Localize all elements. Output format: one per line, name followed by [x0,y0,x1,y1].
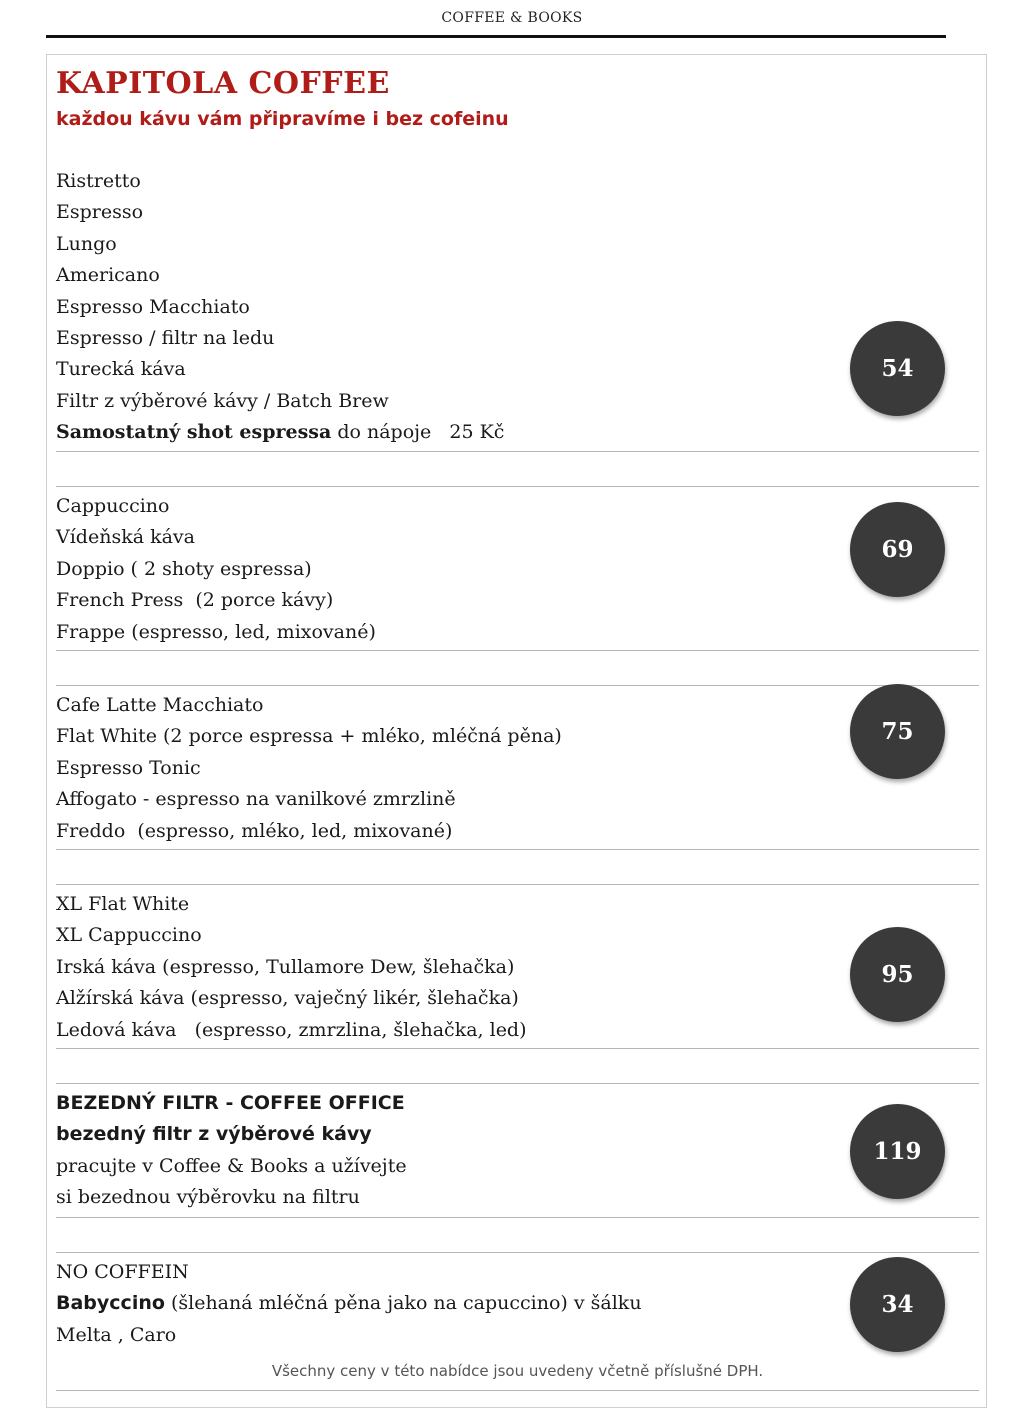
menu-item: Ledová káva (espresso, zmrzlina, šlehačka, led) [56,1018,527,1041]
section-divider [56,1048,979,1049]
section-divider [56,650,979,651]
menu-section-34 [56,1257,642,1351]
section-divider [56,486,979,487]
vat-footnote: Všechny ceny v této nabídce jsou uvedeny včetně příslušné DPH. [271,1362,764,1380]
section-divider [56,685,979,686]
menu-section-95 [56,889,527,1046]
menu-item: Frappe (espresso, led, mixované) [56,620,376,643]
section-heading: BEZEDNÝ FILTR - COFFEE OFFICE [56,1092,405,1114]
menu-item: pracujte v Coffee & Books a užívejte [56,1154,407,1177]
menu-item: Espresso Tonic [56,756,201,779]
section-subheading: bezedný filtr z výběrové kávy [56,1123,372,1146]
babyccino-line [56,1288,642,1319]
menu-section-54 [56,166,504,449]
menu-section-69 [56,491,376,648]
menu-item: XL Cappuccino [56,924,202,947]
menu-section-119 [56,1088,407,1214]
section-heading: NO COFFEIN [56,1261,189,1283]
menu-item: si bezednou výběrovku na filtru [56,1186,360,1209]
menu-item: Lungo [56,232,117,255]
menu-section-75 [56,690,562,847]
footer-divider [56,1390,979,1391]
menu-item: Filtr z výběrové kávy / Batch Brew [56,389,389,412]
section-divider [56,1083,979,1084]
menu-item: Ristretto [56,170,141,192]
page-header-brand: COFFEE & BOOKS [441,10,583,26]
menu-title: KAPITOLA COFFEE [56,66,390,101]
menu-item: Americano [56,264,160,287]
menu-item: Irská káva (espresso, Tullamore Dew, šlehačka) [56,955,515,978]
menu-item: Espresso / filtr na ledu [56,327,275,350]
menu-item: Alžírská káva (espresso, vaječný likér, šlehačka) [56,987,519,1010]
header-rule [46,35,946,38]
price-badge: 34 [850,1257,945,1352]
price-badge: 75 [850,684,945,779]
menu-item: Espresso [56,201,144,224]
section-divider [56,884,979,885]
extra-shot-line [56,417,504,448]
menu-item: Turecká káva [56,358,186,381]
menu-item: Cappuccino [56,495,170,517]
menu-item: Espresso Macchiato [56,295,250,318]
section-divider [56,1217,979,1218]
babyccino-desc: (šlehaná mléčná pěna jako na capuccino) v šálku [164,1292,642,1315]
menu-item: Freddo (espresso, mléko, led, mixované) [56,819,453,842]
section-divider [56,451,979,452]
price-badge: 95 [850,927,945,1022]
price-badge: 119 [850,1104,945,1199]
extra-shot-label: Samostatný shot espressa [56,421,332,444]
menu-item: Vídeňská káva [56,526,195,549]
price-badge: 54 [850,321,945,416]
menu-item: XL Flat White [56,893,190,915]
menu-item: French Press (2 porce kávy) [56,589,334,612]
section-divider [56,849,979,850]
babyccino-label: Babyccino [56,1292,165,1315]
extra-shot-price: do nápoje 25 Kč [331,421,505,444]
price-badge: 69 [850,502,945,597]
menu-item: Flat White (2 porce espressa + mléko, mléčná pěna) [56,725,562,748]
menu-item: Cafe Latte Macchiato [56,694,264,716]
menu-subtitle: každou kávu vám připravíme i bez cofeinu [56,108,509,130]
section-divider [56,1252,979,1253]
menu-item: Melta , Caro [56,1323,177,1346]
menu-item: Affogato - espresso na vanilkové zmrzlině [56,788,456,811]
menu-item: Doppio ( 2 shoty espressa) [56,557,312,580]
